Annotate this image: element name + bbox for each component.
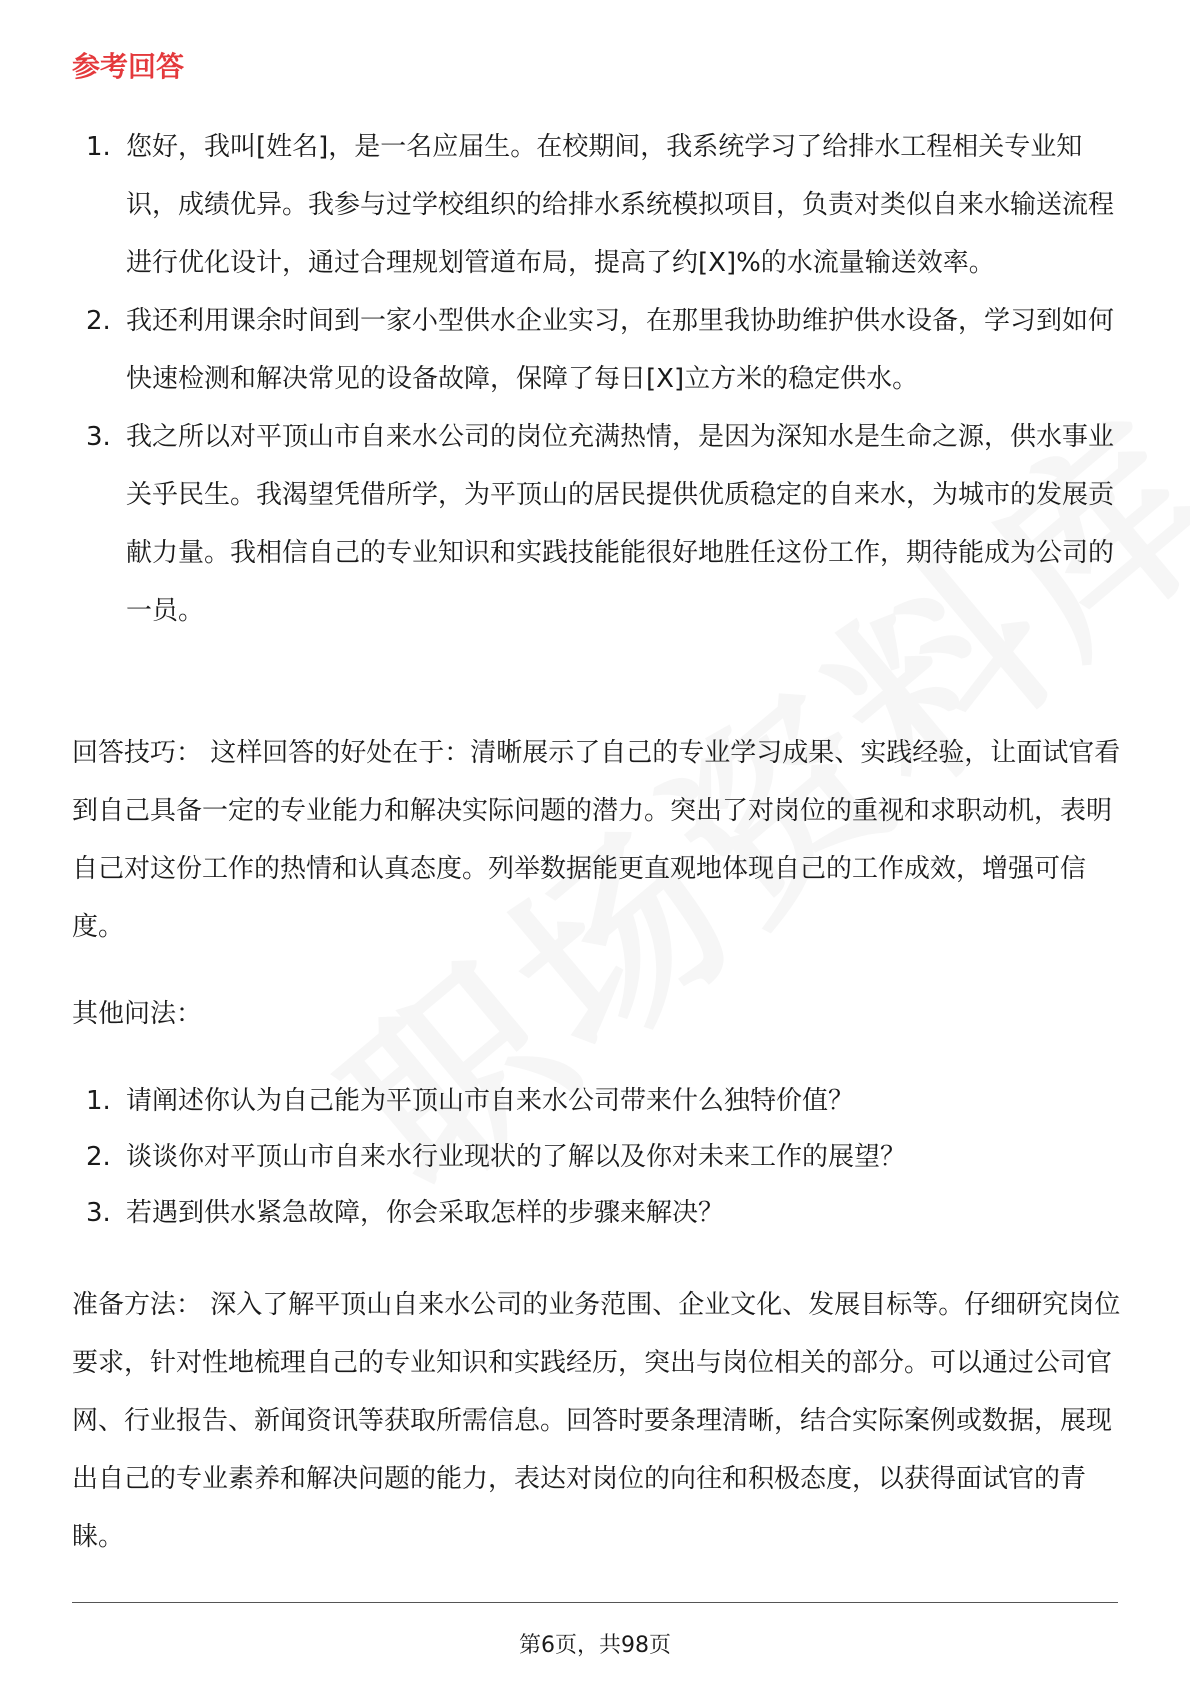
list-number: 3. [86,1198,111,1228]
list-number: 2. [86,1142,111,1172]
list-number: 1. [86,132,111,162]
other-questions-title: 其他问法： [72,999,203,1029]
page-number: 第6页，共98页 [519,1633,671,1658]
other-questions-list [72,1073,1122,1241]
list-item-text: 谈谈你对平顶山市自来水行业现状的了解以及你对未来工作的展望？ [126,1142,907,1172]
list-item [72,408,1122,640]
list-number: 3. [86,422,111,452]
list-item [72,1073,1122,1129]
list-item-text: 您好，我叫[姓名]，是一名应届生。在校期间，我系统学习了给排水工程相关专业知识，成绩优异。我参与过学校组织的给排水系统模拟项目，负责对类似自来水输送流程进行优化设计，通过合理规划管道布局，提高了约[X]%的水流量输送效率。 [126,132,1115,278]
list-item-text: 请阐述你认为自己能为平顶山市自来水公司带来什么独特价值？ [126,1086,855,1116]
list-number: 2. [86,306,111,336]
answer-list [72,118,1122,640]
list-number: 1. [86,1086,111,1116]
list-item [72,118,1122,292]
list-item [72,1129,1122,1185]
section-heading: 参考回答 [72,50,185,83]
footer-divider [72,1602,1118,1603]
list-item [72,1185,1122,1241]
preparation-paragraph: 准备方法： 深入了解平顶山自来水公司的业务范围、企业文化、发展目标等。仔细研究岗位要求，针对性地梳理自己的专业知识和实践经历，突出与岗位相关的部分。可以通过公司官网、行业报告、新闻资讯等获取所需信息。回答时要条理清晰，结合实际案例或数据，展现出自己的专业素养和解决问题的能力，表达对岗位的向往和积极态度，以获得面试官的青睐。 [72,1290,1121,1552]
list-item-text: 我之所以对平顶山市自来水公司的岗位充满热情，是因为深知水是生命之源，供水事业关乎民生。我渴望凭借所学，为平顶山的居民提供优质稳定的自来水，为城市的发展贡献力量。我相信自己的专业知识和实践技能能很好地胜任这份工作，期待能成为公司的一员。 [126,422,1115,626]
answer-tips-paragraph: 回答技巧： 这样回答的好处在于：清晰展示了自己的专业学习成果、实践经验，让面试官看到自己具备一定的专业能力和解决实际问题的潜力。突出了对岗位的重视和求职动机，表明自己对这份工作的热情和认真态度。列举数据能更直观地体现自己的工作成效，增强可信度。 [72,738,1121,942]
list-item [72,292,1122,408]
list-item-text: 若遇到供水紧急故障，你会采取怎样的步骤来解决？ [126,1198,725,1228]
list-item-text: 我还利用课余时间到一家小型供水企业实习，在那里我协助维护供水设备，学习到如何快速检测和解决常见的设备故障，保障了每日[X]立方米的稳定供水。 [126,306,1115,394]
